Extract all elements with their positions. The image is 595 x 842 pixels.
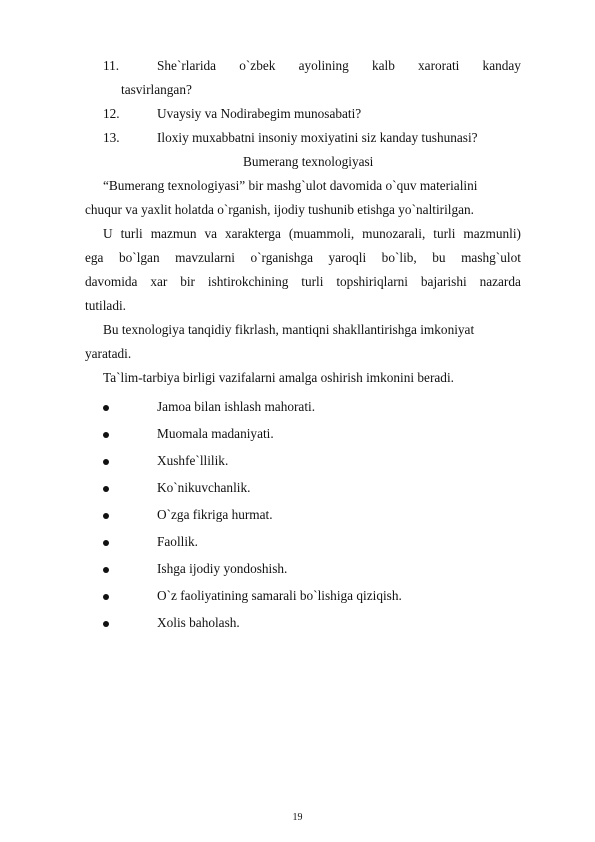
bullet-icon	[103, 405, 109, 411]
paragraph-line	[85, 274, 521, 290]
bullet-icon	[103, 432, 109, 438]
paragraph-line: tutiladi.	[85, 298, 126, 313]
page-number: 19	[292, 812, 303, 823]
word: xarorati	[418, 58, 460, 73]
word: ishtirokchining	[207, 274, 289, 289]
bullet-icon	[103, 621, 109, 627]
word: bajarishi	[420, 274, 467, 289]
bullet-icon	[103, 459, 109, 465]
word: kanday	[482, 58, 521, 73]
word: o`rganishga	[250, 250, 313, 265]
section-heading: Bumerang texnologiyasi	[243, 154, 374, 169]
word: bo`lib,	[381, 250, 417, 265]
list-item: Xolis baholash.	[157, 615, 240, 630]
bullet-icon	[103, 513, 109, 519]
paragraph-line: yaratadi.	[85, 346, 132, 361]
paragraph-line: Bu texnologiya tanqidiy fikrlash, mantiqni shakllantirishga imkoniyat	[103, 322, 475, 337]
paragraph-line	[103, 226, 521, 242]
word: ayolining	[298, 58, 349, 73]
word: bir	[180, 274, 195, 289]
word: nazarda	[479, 274, 521, 289]
list-item: Ko`nikuvchanlik.	[157, 480, 251, 495]
paragraph-line: “Bumerang texnologiyasi” bir mashg`ulot davomida o`quv materialini	[103, 178, 478, 193]
question-number: 11.	[103, 58, 120, 73]
word: xar	[150, 274, 168, 289]
bullet-icon	[103, 594, 109, 600]
paragraph-line: Ta`lim-tarbiya birligi vazifalarni amalga oshirish imkonini beradi.	[103, 370, 454, 385]
question-text	[157, 58, 521, 74]
list-item: Jamoa bilan ishlash mahorati.	[157, 399, 316, 414]
question-text-continuation: tasvirlangan?	[121, 82, 192, 97]
question-number: 12.	[103, 106, 120, 121]
word: mashg`ulot	[461, 250, 521, 265]
bullet-icon	[103, 486, 109, 492]
word: kalb	[371, 58, 395, 73]
paragraph-line	[85, 250, 521, 266]
word: yaroqli	[328, 250, 367, 265]
word: ega	[85, 250, 104, 265]
question-number: 13.	[103, 130, 120, 145]
word: She`rlarida	[157, 58, 217, 73]
paragraph-line: chuqur va yaxlit holatda o`rganish, ijodiy tushunib etishga yo`naltirilgan.	[85, 202, 474, 217]
word: o`zbek	[239, 58, 276, 73]
list-item: O`z faoliyatining samarali bo`lishiga qiziqish.	[157, 588, 402, 603]
word: topshiriqlarni	[336, 274, 408, 289]
word: davomida	[85, 274, 138, 289]
list-item: Faollik.	[157, 534, 199, 549]
list-item: Xushfe`llilik.	[157, 453, 229, 468]
word: mavzularni	[175, 250, 235, 265]
word: turli	[301, 274, 324, 289]
paragraph-text: U turli mazmun va xarakterga (muammoli, munozarali, turli mazmunli)	[103, 226, 521, 241]
list-item: Ishga ijodiy yondoshish.	[157, 561, 288, 576]
word: bu	[432, 250, 446, 265]
word: bo`lgan	[118, 250, 160, 265]
list-item: Muomala madaniyati.	[157, 426, 274, 441]
bullet-icon	[103, 540, 109, 546]
question-text: Iloxiy muxabbatni insoniy moxiyatini siz kanday tushunasi?	[157, 130, 478, 145]
list-item: O`zga fikriga hurmat.	[157, 507, 273, 522]
question-text: Uvaysiy va Nodirabegim munosabati?	[157, 106, 362, 121]
bullet-icon	[103, 567, 109, 573]
